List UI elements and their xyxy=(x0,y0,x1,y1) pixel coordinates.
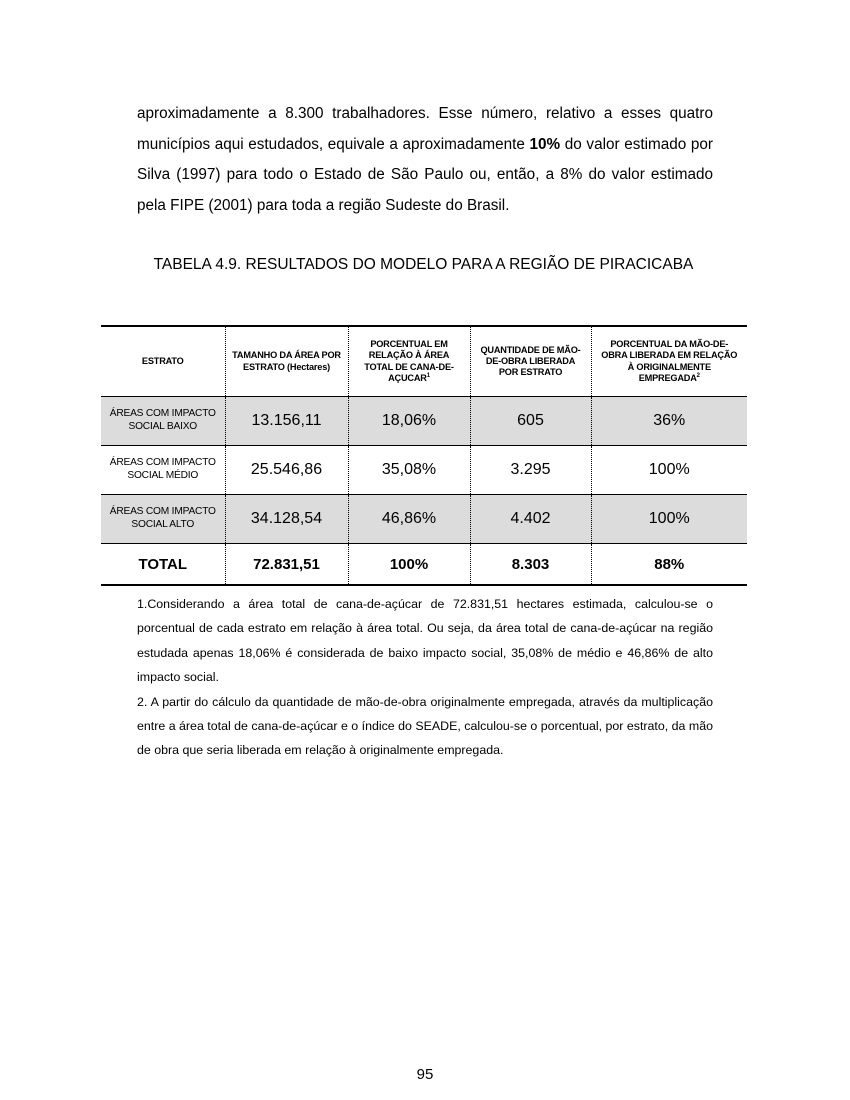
total-quantidade: 8.303 xyxy=(470,544,591,586)
row-label: ÁREAS COM IMPACTO SOCIAL MÉDIO xyxy=(101,446,225,495)
header-tamanho-area: TAMANHO DA ÁREA POR ESTRATO (Hectares) xyxy=(225,326,348,397)
cell-quantidade: 4.402 xyxy=(470,495,591,544)
cell-percent-area: 46,86% xyxy=(348,495,470,544)
table-caption: TABELA 4.9. RESULTADOS DO MODELO PARA A REGIÃO DE PIRACICABA xyxy=(153,256,694,273)
total-label: TOTAL xyxy=(101,544,225,586)
cell-percent-mao-de-obra: 100% xyxy=(591,446,747,495)
total-area: 72.831,51 xyxy=(225,544,348,586)
total-percent-mao-de-obra: 88% xyxy=(591,544,747,586)
footnote-marker-1: 1 xyxy=(426,372,430,379)
header-quantidade-mao-de-obra: QUANTIDADE DE MÃO-DE-OBRA LIBERADA POR ESTRATO xyxy=(470,326,591,397)
cell-percent-area: 18,06% xyxy=(348,397,470,446)
paragraph-text-2: do valor estimado por Silva (1997) para todo o Estado de São Paulo ou, então, a 8% do valor estimado pela FIPE (2001) para toda a região Sudeste do Brasil. xyxy=(137,135,714,214)
table-header-row xyxy=(101,326,747,397)
row-label: ÁREAS COM IMPACTO SOCIAL ALTO xyxy=(101,495,225,544)
header-porcentual-area: PORCENTUAL EM RELAÇÃO À ÁREA TOTAL DE CANA-DE-AÇUCAR$^1$ xyxy=(348,326,470,397)
cell-percent-mao-de-obra: 36% xyxy=(591,397,747,446)
cell-percent-mao-de-obra: 100% xyxy=(591,495,747,544)
row-label: ÁREAS COM IMPACTO SOCIAL BAIXO xyxy=(101,397,225,446)
table-row-alto xyxy=(101,495,747,544)
cell-area: 25.546,86 xyxy=(225,446,348,495)
cell-quantidade: 3.295 xyxy=(470,446,591,495)
note-1: 1.Considerando a área total de cana-de-açúcar de 72.831,51 hectares estimada, calculou-se o porcentual de cada estrato em relação à área total. Ou seja, da área total de cana-de-açúcar na região estudada apenas 18,06% é considerada de baixo impacto social, 35,08% de médio e 46,86% de alto impacto social. xyxy=(137,597,713,685)
table-row-total xyxy=(101,544,747,586)
cell-area: 34.128,54 xyxy=(225,495,348,544)
table-row-medio xyxy=(101,446,747,495)
results-table xyxy=(101,325,747,586)
total-percent-area: 100% xyxy=(348,544,470,586)
cell-percent-area: 35,08% xyxy=(348,446,470,495)
page-number: 95 xyxy=(416,1066,434,1083)
table-row-baixo xyxy=(101,397,747,446)
paragraph-text-1: aproximadamente a 8.300 trabalhadores. Esse número, relativo a esses quatro municípios aqui estudados, equivale a aproximadamente xyxy=(137,105,713,153)
paragraph-bold-percent: 10% xyxy=(529,135,561,153)
note-2: 2. A partir do cálculo da quantidade de mão-de-obra originalmente empregada, através da multiplicação entre a área total de cana-de-açúcar e o índice do SEADE, calculou-se o porcentual, por estrato, da mão de obra que seria liberada em relação à originalmente empregada. xyxy=(137,694,713,758)
header-estrato: ESTRATO xyxy=(101,326,225,397)
cell-area: 13.156,11 xyxy=(225,397,348,446)
footnote-marker-2: 2 xyxy=(696,372,700,379)
table-notes xyxy=(137,592,713,763)
body-paragraph xyxy=(137,99,713,221)
header-porcentual-mao-de-obra: PORCENTUAL DA MÃO-DE-OBRA LIBERADA EM RELAÇÃO À ORIGINALMENTE EMPREGADA$^2$ xyxy=(591,326,747,397)
cell-quantidade: 605 xyxy=(470,397,591,446)
